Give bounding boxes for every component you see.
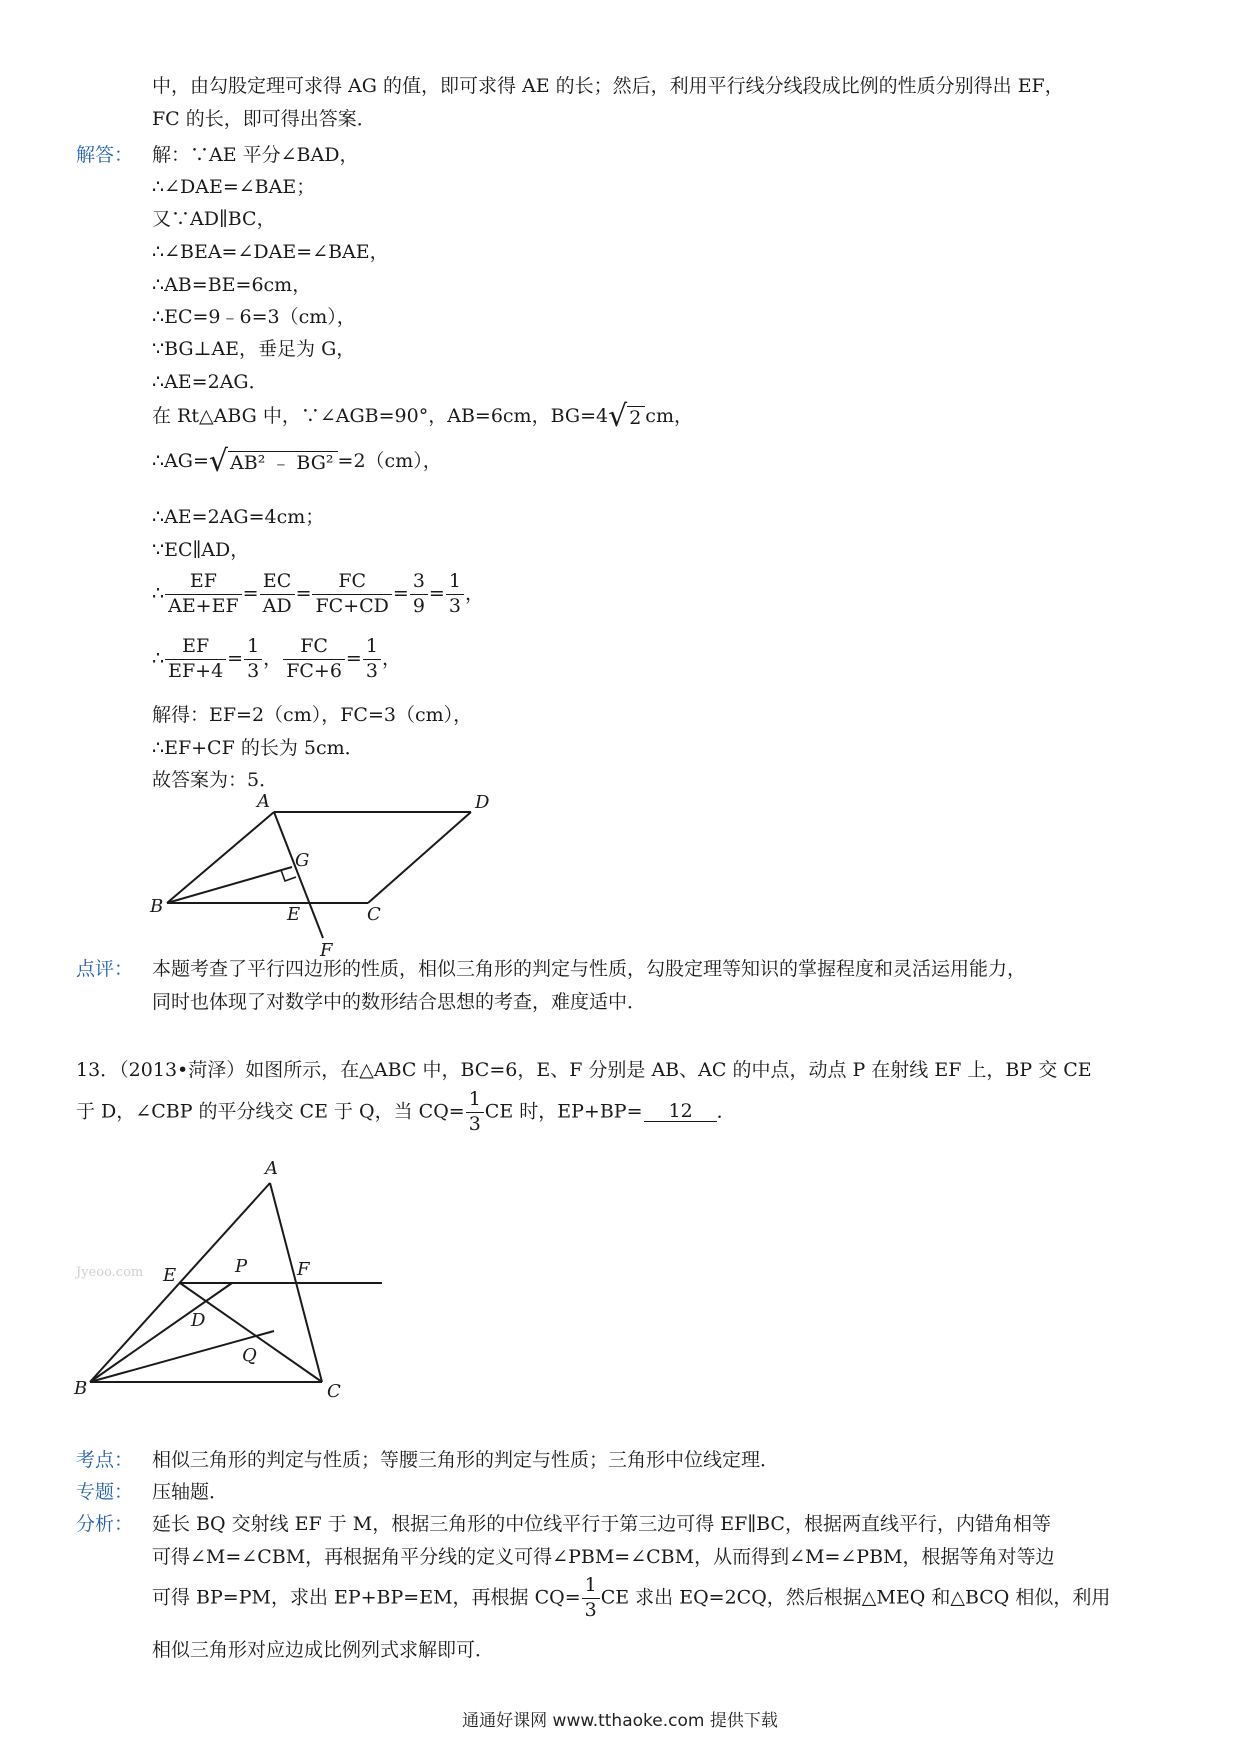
solution-line-4: ∴∠BEA=∠DAE=∠BAE， bbox=[152, 241, 389, 263]
watermark: Jyeoo.com bbox=[76, 1265, 144, 1280]
label-b: B bbox=[74, 1378, 88, 1399]
therefore-sign: ∴ bbox=[152, 582, 165, 605]
fenxi-line-4: 相似三角形对应边成比例列式求解即可． bbox=[152, 1639, 495, 1661]
label-e: E bbox=[163, 1265, 177, 1286]
numerator: EC bbox=[260, 572, 295, 595]
numerator: 1 bbox=[363, 637, 381, 660]
line9-text: 在 Rt△ABG 中，∵∠AGB=90°，AB=6cm，BG=4 bbox=[152, 405, 609, 427]
p13-text-c: ． bbox=[716, 1100, 736, 1123]
fraction bbox=[363, 637, 381, 682]
segment-ab bbox=[167, 812, 274, 903]
p13-text-a: 于 D，∠CBP 的平分线交 CE 于 Q，当 CQ= bbox=[76, 1100, 465, 1123]
numerator: FC bbox=[312, 572, 391, 595]
denominator: 3 bbox=[247, 659, 260, 682]
numerator: 3 bbox=[410, 572, 428, 595]
fraction-one-third bbox=[582, 1576, 600, 1621]
parallelogram-figure bbox=[140, 788, 520, 960]
label-b: B bbox=[150, 896, 164, 917]
label-g: G bbox=[295, 850, 310, 871]
solution-line-13 bbox=[152, 572, 484, 617]
zhuanti-text: 压轴题． bbox=[152, 1481, 229, 1503]
line10-text: ∴AG= bbox=[152, 450, 209, 472]
solution-line-17: 故答案为：5． bbox=[152, 769, 279, 791]
fraction bbox=[165, 637, 226, 682]
numerator: EF bbox=[165, 572, 242, 595]
solution-line-16: ∴EF+CF 的长为 5cm． bbox=[152, 737, 364, 759]
fenxi-label: 分析： bbox=[76, 1513, 134, 1535]
comma: ， bbox=[381, 647, 401, 670]
denominator: FC+6 bbox=[286, 659, 342, 682]
denominator: EF+4 bbox=[168, 659, 224, 682]
solution-line-6: ∴EC=9﹣6=3（cm）， bbox=[152, 306, 356, 328]
segment-bg bbox=[167, 867, 292, 903]
answer-blank: 12 bbox=[644, 1102, 716, 1122]
equals: = bbox=[242, 582, 259, 605]
problem-13-line-1: 13．（2013•菏泽）如图所示，在△ABC 中，BC=6，E、F 分别是 AB、AC 的中点，动点 P 在射线 EF 上，BP 交 CE bbox=[76, 1059, 1092, 1081]
label-e: E bbox=[287, 904, 301, 925]
solution-line-2: ∴∠DAE=∠BAE； bbox=[152, 176, 316, 198]
solution-line-11: ∴AE=2AG=4cm； bbox=[152, 506, 325, 528]
segment-bp bbox=[90, 1283, 232, 1382]
fraction bbox=[312, 572, 391, 617]
denominator: 3 bbox=[365, 659, 378, 682]
denominator: 9 bbox=[412, 594, 425, 617]
label-a: A bbox=[265, 1158, 278, 1179]
equals: = bbox=[295, 582, 312, 605]
sqrt-ag bbox=[208, 444, 338, 479]
numerator: 1 bbox=[244, 637, 262, 660]
denominator: 3 bbox=[584, 1598, 597, 1621]
line10-tail: =2（cm）， bbox=[337, 450, 442, 472]
solution-line-10 bbox=[152, 444, 442, 479]
fenxi-text-a: 可得 BP=PM，求出 EP+BP=EM，再根据 CQ= bbox=[152, 1586, 581, 1609]
equals: = bbox=[345, 647, 362, 670]
numerator: 1 bbox=[582, 1576, 600, 1599]
segment-dc bbox=[368, 812, 471, 903]
label-c: C bbox=[327, 1381, 341, 1400]
review-line-2: 同时也体现了对数学中的数形结合思想的考查，难度适中． bbox=[152, 991, 647, 1013]
right-angle-mark bbox=[281, 870, 296, 881]
label-q: Q bbox=[242, 1345, 257, 1366]
comma: ， bbox=[263, 647, 283, 670]
label-d: D bbox=[475, 792, 490, 813]
denominator: 3 bbox=[468, 1112, 481, 1135]
fraction-one-third bbox=[466, 1090, 484, 1135]
equals: = bbox=[428, 582, 445, 605]
numerator: FC bbox=[283, 637, 345, 660]
answer-label: 解答： bbox=[76, 144, 134, 166]
fraction bbox=[244, 637, 262, 682]
fenxi-line-1: 延长 BQ 交射线 EF 于 M，根据三角形的中位线平行于第三边可得 EF∥BC，根据两直线平行，内错角相等 bbox=[152, 1513, 1051, 1535]
solution-line-3: 又∵AD∥BC， bbox=[152, 208, 276, 230]
kaodian-label: 考点： bbox=[76, 1449, 134, 1471]
fraction bbox=[165, 572, 242, 617]
comma: ， bbox=[464, 582, 484, 605]
therefore-sign: ∴ bbox=[152, 647, 165, 670]
line9-tail: cm， bbox=[645, 405, 693, 427]
sqrt-2-radicand: 2 bbox=[627, 406, 645, 428]
page-footer: 通通好课网 www.tthaoke.com 提供下载 bbox=[462, 1711, 778, 1731]
review-line-1: 本题考查了平行四边形的性质，相似三角形的判定与性质，勾股定理等知识的掌握程度和灵活运用能力， bbox=[152, 958, 1027, 980]
fraction bbox=[446, 572, 464, 617]
solution-line-5: ∴AB=BE=6cm， bbox=[152, 274, 312, 296]
triangle-figure bbox=[60, 1150, 400, 1400]
numerator: EF bbox=[165, 637, 226, 660]
intro-line-2: FC 的长，即可得出答案． bbox=[152, 108, 376, 130]
radical-sign: √ bbox=[608, 399, 628, 434]
intro-line-1: 中，由勾股定理可求得 AG 的值，即可求得 AE 的长；然后，利用平行线分线段成比例的性质分别得出 EF， bbox=[152, 75, 1064, 97]
denominator: 3 bbox=[448, 594, 461, 617]
denominator: AD bbox=[262, 594, 292, 617]
solution-line-7: ∵BG⊥AE，垂足为 G， bbox=[152, 338, 356, 360]
equals: = bbox=[392, 582, 409, 605]
label-f: F bbox=[297, 1259, 310, 1280]
solution-line-15: 解得：EF=2（cm），FC=3（cm）， bbox=[152, 704, 473, 726]
fenxi-line-3 bbox=[152, 1576, 1110, 1621]
label-p: P bbox=[235, 1256, 248, 1277]
fraction bbox=[410, 572, 428, 617]
label-a: A bbox=[257, 791, 270, 812]
equals: = bbox=[227, 647, 244, 670]
solution-line-8: ∴AE=2AG． bbox=[152, 371, 268, 393]
problem-13-line-2 bbox=[76, 1090, 736, 1135]
sqrt-ag-radicand: AB² ﹣ BG² bbox=[228, 451, 338, 473]
solution-line-9 bbox=[152, 399, 693, 434]
solution-line-12: ∵EC∥AD， bbox=[152, 539, 250, 561]
numerator: 1 bbox=[466, 1090, 484, 1113]
denominator: AE+EF bbox=[168, 594, 239, 617]
p13-text-b: CE 时，EP+BP= bbox=[484, 1100, 643, 1123]
review-label: 点评： bbox=[76, 958, 134, 980]
solution-line-1: 解：∵AE 平分∠BAD， bbox=[152, 144, 359, 166]
kaodian-text: 相似三角形的判定与性质；等腰三角形的判定与性质；三角形中位线定理． bbox=[152, 1449, 780, 1471]
fraction bbox=[283, 637, 345, 682]
solution-line-14 bbox=[152, 637, 401, 682]
fraction bbox=[260, 572, 295, 617]
fenxi-line-2: 可得∠M=∠CBM，再根据角平分线的定义可得∠PBM=∠CBM，从而得到∠M=∠PBM，根据等角对等边 bbox=[152, 1546, 1055, 1568]
label-f: F bbox=[320, 940, 333, 960]
label-d: D bbox=[191, 1310, 206, 1331]
sqrt-2 bbox=[608, 399, 645, 434]
denominator: FC+CD bbox=[315, 594, 389, 617]
numerator: 1 bbox=[446, 572, 464, 595]
zhuanti-label: 专题： bbox=[76, 1481, 134, 1503]
label-c: C bbox=[367, 904, 381, 925]
fenxi-text-b: CE 求出 EQ=2CQ，然后根据△MEQ 和△BCQ 相似，利用 bbox=[600, 1586, 1111, 1609]
radical-sign: √ bbox=[208, 444, 229, 479]
